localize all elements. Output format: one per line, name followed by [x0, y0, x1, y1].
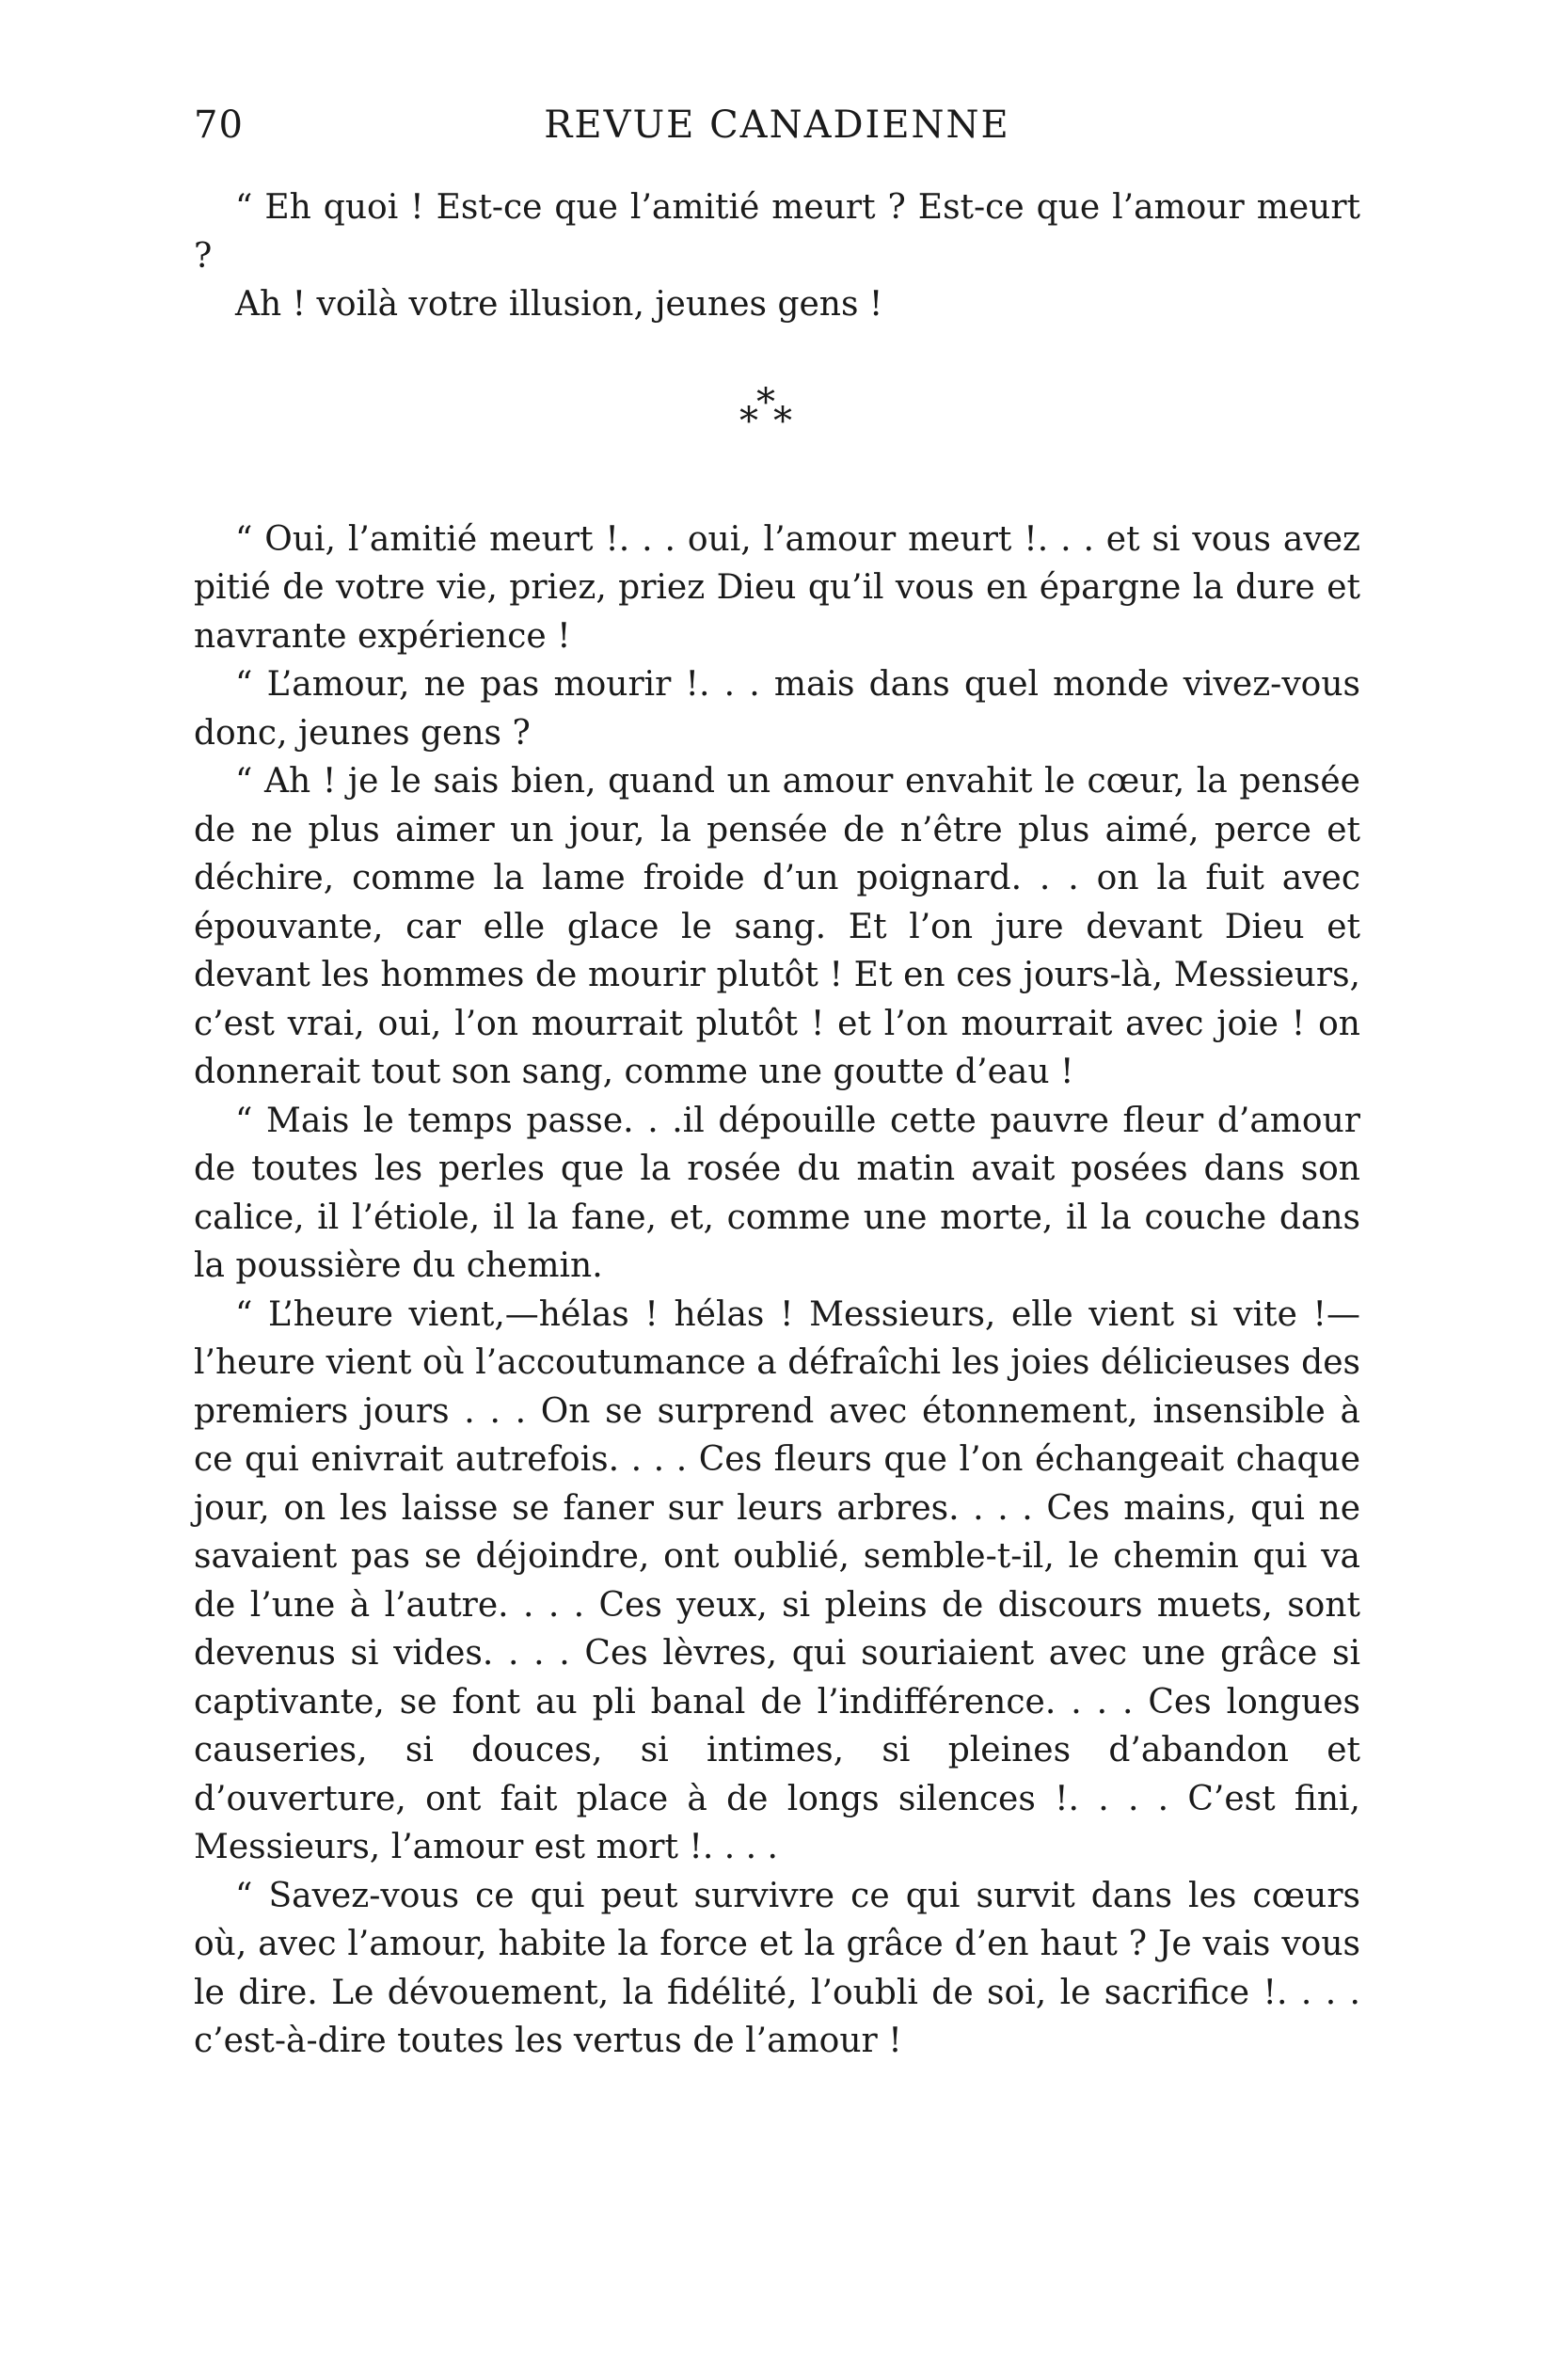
paragraph: “ Oui, l’amitié meurt !. . . oui, l’amour meurt !. . . et si vous avez pitié de votre vie, priez, priez Dieu qu’il vous en épargne la dure et navrante expérience ! [194, 519, 1360, 656]
asterism-star: * [739, 399, 758, 443]
page-header [194, 103, 1360, 160]
paragraph: “ L’amour, ne pas mourir !. . . mais dans quel monde vivez-vous donc, jeunes gens ? [194, 665, 1360, 753]
page-number: 70 [194, 103, 244, 147]
paragraph: “ Savez-vous ce qui peut survivre ce qui survit dans les cœurs où, avec l’amour, habite la force et la grâce d’en haut ? Je vais vous le dire. Le dévouement, la fidélité, l’oubli de soi, le sacrifice !. . . . c’est-à-dire toutes les vertus de l’amour ! [194, 1876, 1360, 2060]
paragraph: “ Mais le temps passe. . .il dépouille cette pauvre fleur d’amour de toutes les perles que la rosée du matin avait posées dans son calice, il l’étiole, il la fane, et, comme une morte, il la couche dans la poussière du chemin. [194, 1101, 1360, 1285]
asterism-separator [194, 329, 1360, 516]
running-title: REVUE CANADIENNE [544, 103, 1010, 147]
asterism-star: * [773, 399, 792, 443]
paragraph: “ Ah ! je le sais bien, quand un amour envahit le cœur, la pensée de ne plus aimer un jour, la pensée de n’être plus aimé, perce et déchire, comme la lame froide d’un poignard. . . on la fuit avec épouvante, car elle glace le sang. Et l’on jure devant Dieu et devant les hommes de mourir plutôt ! Et en ces jours-là, Messieurs, c’est vrai, oui, l’on mourrait plutôt ! et l’on mourrait avec joie ! on donnerait tout son sang, comme une goutte d’eau ! [194, 762, 1360, 1091]
book-page [194, 0, 1360, 2380]
body-text [194, 183, 1360, 2066]
paragraph: Ah ! voilà votre illusion, jeunes gens ! [235, 285, 883, 324]
asterism-star: * [756, 380, 775, 424]
paragraph: “ L’heure vient,—hélas ! hélas ! Messieurs, elle vient si vite !— l’heure vient où l’accoutumance a défraîchi les joies délicieuses des premiers jours . . . On se surprend avec étonnement, insensible à ce qui enivrait autrefois. . . . Ces fleurs que l’on échangeait chaque jour, on les laisse se faner sur leurs arbres. . . . Ces mains, qui ne savaient pas se déjoindre, ont oublié, semble-t-il, le chemin qui va de l’une à l’autre. . . . Ces yeux, si pleins de discours muets, sont devenus si vides. . . . Ces lèvres, qui souriaient avec une grâce si captivante, se font au pli banal de l’indifférence. . . . Ces longues causeries, si douces, si intimes, si pleines d’abandon et d’ouverture, ont fait place à de longs silences !. . . . C’est fini, Messieurs, l’amour est mort !. . . . [194, 1294, 1360, 1866]
paragraph: “ Eh quoi ! Est-ce que l’amitié meurt ? Est-ce que l’amour meurt ? [194, 188, 1360, 276]
